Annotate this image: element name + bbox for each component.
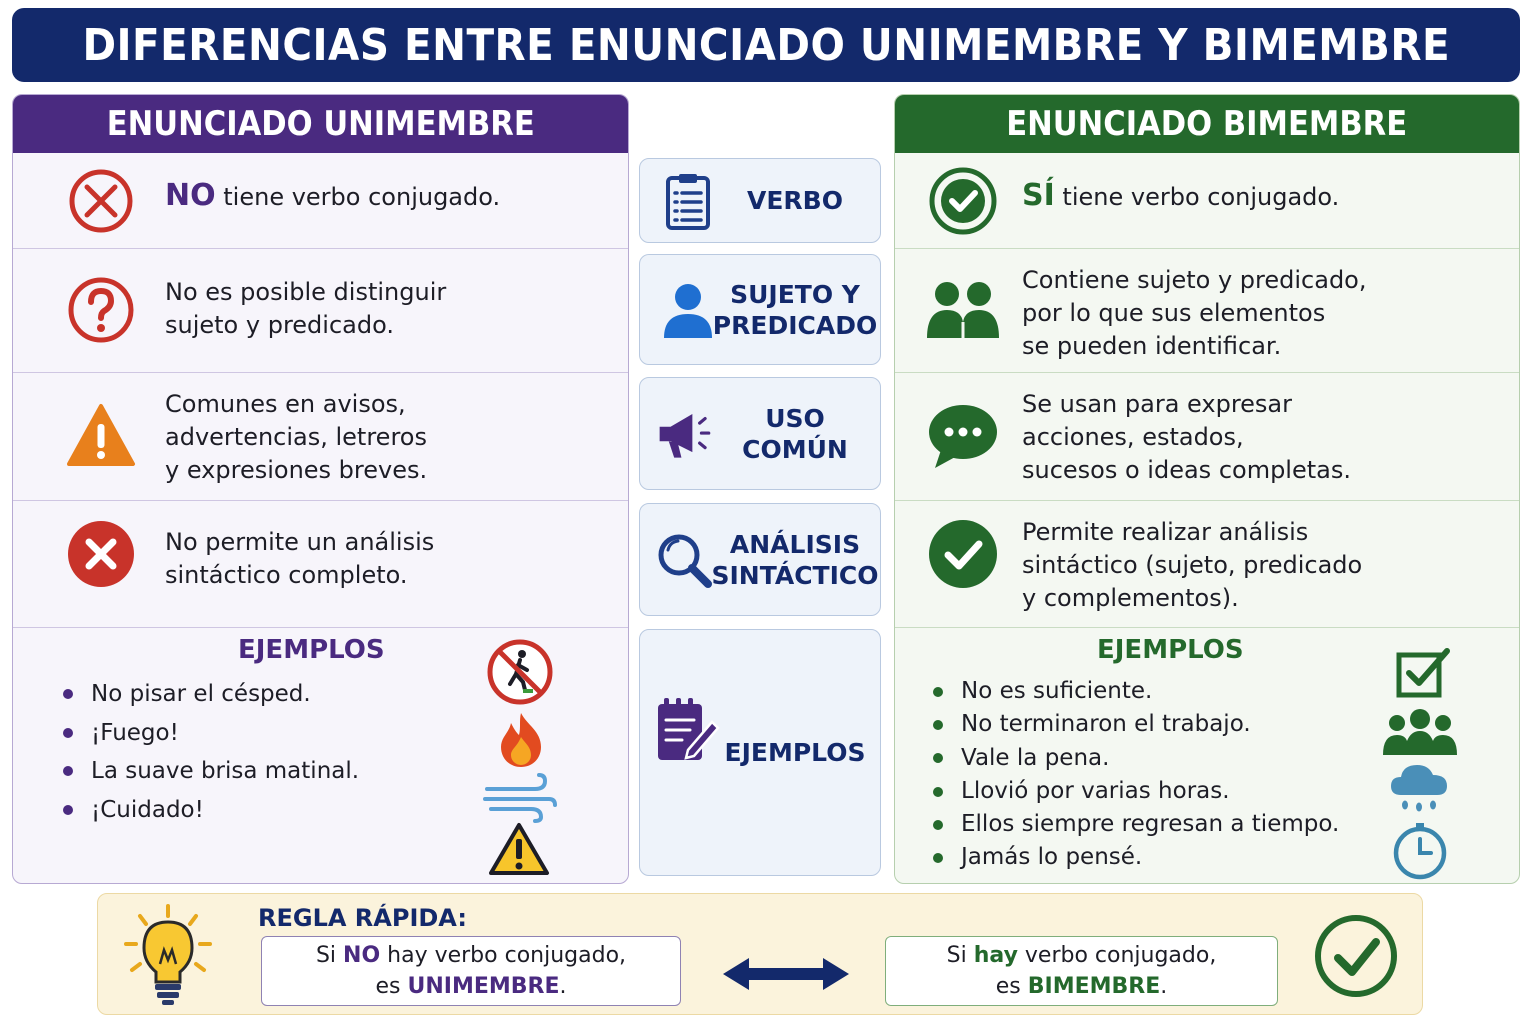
criteria-ejemplos bbox=[639, 629, 881, 876]
row-line: No es posible distinguir bbox=[165, 278, 447, 306]
list-item: Llovió por varias horas. bbox=[961, 775, 1339, 808]
no-walking-sign-icon bbox=[485, 637, 555, 707]
row-line: sintáctico (sujeto, predicado bbox=[1022, 551, 1363, 579]
bimembre-row-text bbox=[1022, 388, 1499, 487]
rule-bimembre bbox=[885, 936, 1278, 1006]
list-item: No terminaron el trabajo. bbox=[961, 708, 1339, 741]
row-line: Permite realizar análisis bbox=[1022, 518, 1309, 546]
list-item: Ellos siempre regresan a tiempo. bbox=[961, 808, 1339, 841]
quick-rule-title: REGLA RÁPIDA: bbox=[258, 904, 467, 932]
bimembre-row-text bbox=[1022, 516, 1499, 615]
x-circle-icon bbox=[65, 518, 137, 590]
rule-keyword: hay bbox=[973, 943, 1018, 968]
speech-bubble-icon bbox=[927, 400, 999, 472]
criteria-label-text: PREDICADO bbox=[712, 310, 878, 340]
double-arrow-icon bbox=[721, 954, 851, 994]
rule-keyword: BIMEMBRE bbox=[1027, 974, 1161, 999]
clipboard-icon bbox=[658, 171, 718, 231]
list-item: No es suficiente. bbox=[961, 675, 1339, 708]
clock-icon bbox=[1391, 821, 1449, 881]
criteria-uso-comun bbox=[639, 377, 881, 490]
unimembre-row-text bbox=[165, 276, 608, 342]
unimembre-row-text bbox=[165, 179, 608, 214]
person-icon bbox=[658, 280, 718, 340]
unimembre-header-label: ENUNCIADO UNIMEMBRE bbox=[106, 104, 535, 144]
row-line: tiene verbo conjugado. bbox=[223, 183, 501, 211]
unimembre-row-verbo bbox=[13, 153, 628, 249]
rain-cloud-icon bbox=[1389, 761, 1451, 817]
check-circle-icon bbox=[927, 165, 999, 237]
bimembre-header bbox=[895, 95, 1519, 153]
rule-text: . bbox=[1160, 974, 1168, 999]
row-line: y expresiones breves. bbox=[165, 456, 428, 484]
criteria-label-text: SINTÁCTICO bbox=[711, 560, 879, 590]
emphasis-no: NO bbox=[165, 178, 216, 213]
rule-line bbox=[316, 940, 626, 971]
row-line: por lo que sus elementos bbox=[1022, 299, 1326, 327]
rule-text: Si bbox=[946, 943, 974, 968]
row-line: sucesos o ideas completas. bbox=[1022, 456, 1351, 484]
criteria-label-text: EJEMPLOS bbox=[724, 738, 866, 767]
list-item: Vale la pena. bbox=[961, 742, 1339, 775]
unimembre-row-sujeto bbox=[13, 250, 628, 373]
emphasis-si: SÍ bbox=[1022, 178, 1055, 213]
lightbulb-icon bbox=[122, 904, 214, 1008]
unimembre-panel bbox=[12, 94, 629, 884]
megaphone-icon bbox=[656, 404, 716, 464]
rule-text: hay verbo conjugado, bbox=[380, 943, 627, 968]
criteria-sujeto-predicado bbox=[639, 254, 881, 365]
prohibited-circle-icon bbox=[65, 165, 137, 237]
row-line: Comunes en avisos, bbox=[165, 390, 406, 418]
criteria-label-text: VERBO bbox=[747, 186, 843, 215]
rule-text: . bbox=[559, 974, 567, 999]
row-line: y complementos). bbox=[1022, 584, 1239, 612]
rule-keyword: NO bbox=[343, 943, 381, 968]
row-line: sintáctico completo. bbox=[165, 561, 408, 589]
rule-line bbox=[996, 971, 1168, 1002]
bimembre-row-verbo bbox=[895, 153, 1519, 249]
list-item: Jamás lo pensé. bbox=[961, 841, 1339, 874]
question-circle-icon bbox=[65, 274, 137, 346]
unimembre-examples-list bbox=[91, 675, 359, 829]
checkbox-icon bbox=[1395, 647, 1453, 701]
rule-text: verbo conjugado, bbox=[1017, 943, 1217, 968]
notepad-pencil-icon bbox=[654, 696, 720, 764]
bimembre-panel bbox=[894, 94, 1520, 884]
page-title: DIFERENCIAS ENTRE ENUNCIADO UNIMEMBRE Y BIMEMBRE bbox=[82, 19, 1450, 71]
criteria-label-text: COMÚN bbox=[742, 434, 848, 464]
criteria-label bbox=[716, 630, 874, 875]
criteria-label bbox=[716, 378, 874, 489]
criteria-label bbox=[716, 159, 874, 242]
rule-keyword: UNIMEMBRE bbox=[407, 974, 560, 999]
rule-line bbox=[947, 940, 1217, 971]
warning-triangle-icon bbox=[65, 400, 137, 472]
bimembre-row-uso bbox=[895, 374, 1519, 501]
unimembre-header bbox=[13, 95, 628, 153]
two-people-icon bbox=[927, 276, 999, 348]
criteria-label bbox=[711, 504, 879, 615]
bimembre-header-label: ENUNCIADO BIMEMBRE bbox=[1006, 104, 1408, 144]
rule-unimembre bbox=[261, 936, 681, 1006]
criteria-verbo bbox=[639, 158, 881, 243]
rule-text: Si bbox=[315, 943, 344, 968]
list-item: ¡Fuego! bbox=[91, 714, 359, 753]
unimembre-row-text bbox=[165, 388, 608, 487]
rule-line bbox=[375, 971, 566, 1002]
criteria-label-text: SUJETO Y bbox=[730, 279, 860, 309]
bimembre-row-analisis bbox=[895, 502, 1519, 628]
unimembre-row-analisis bbox=[13, 502, 628, 628]
row-line: Se usan para expresar bbox=[1022, 390, 1292, 418]
row-line: acciones, estados, bbox=[1022, 423, 1244, 451]
criteria-label bbox=[712, 255, 878, 364]
check-filled-circle-icon bbox=[927, 518, 999, 590]
quick-rule-box bbox=[97, 893, 1423, 1015]
list-item: La suave brisa matinal. bbox=[91, 752, 359, 791]
bimembre-row-text bbox=[1022, 264, 1499, 363]
unimembre-row-text bbox=[165, 526, 608, 592]
row-line: sujeto y predicado. bbox=[165, 311, 394, 339]
list-item: ¡Cuidado! bbox=[91, 791, 359, 830]
wind-icon bbox=[483, 773, 557, 823]
list-item: No pisar el césped. bbox=[91, 675, 359, 714]
criteria-label-text: USO bbox=[765, 403, 825, 433]
rule-text: es bbox=[995, 974, 1028, 999]
title-banner bbox=[12, 8, 1520, 82]
fire-icon bbox=[497, 711, 545, 769]
unimembre-examples-heading: EJEMPLOS bbox=[238, 635, 385, 665]
row-line: advertencias, letreros bbox=[165, 423, 427, 451]
unimembre-row-uso bbox=[13, 374, 628, 501]
row-line: tiene verbo conjugado. bbox=[1062, 183, 1340, 211]
row-line: No permite un análisis bbox=[165, 528, 435, 556]
bimembre-row-text bbox=[1022, 179, 1499, 214]
criteria-label-text: ANÁLISIS bbox=[729, 529, 861, 559]
rule-text: es bbox=[375, 974, 408, 999]
magnifier-icon bbox=[654, 530, 714, 590]
criteria-analisis-sintactico bbox=[639, 503, 881, 616]
check-circle-icon bbox=[1312, 912, 1400, 1000]
warning-triangle-icon bbox=[487, 821, 551, 877]
group-icon bbox=[1383, 707, 1457, 757]
bimembre-row-sujeto bbox=[895, 250, 1519, 373]
bimembre-examples-heading: EJEMPLOS bbox=[1097, 635, 1244, 665]
row-line: se pueden identificar. bbox=[1022, 332, 1282, 360]
row-line: Contiene sujeto y predicado, bbox=[1022, 266, 1367, 294]
bimembre-examples-list bbox=[961, 675, 1339, 875]
